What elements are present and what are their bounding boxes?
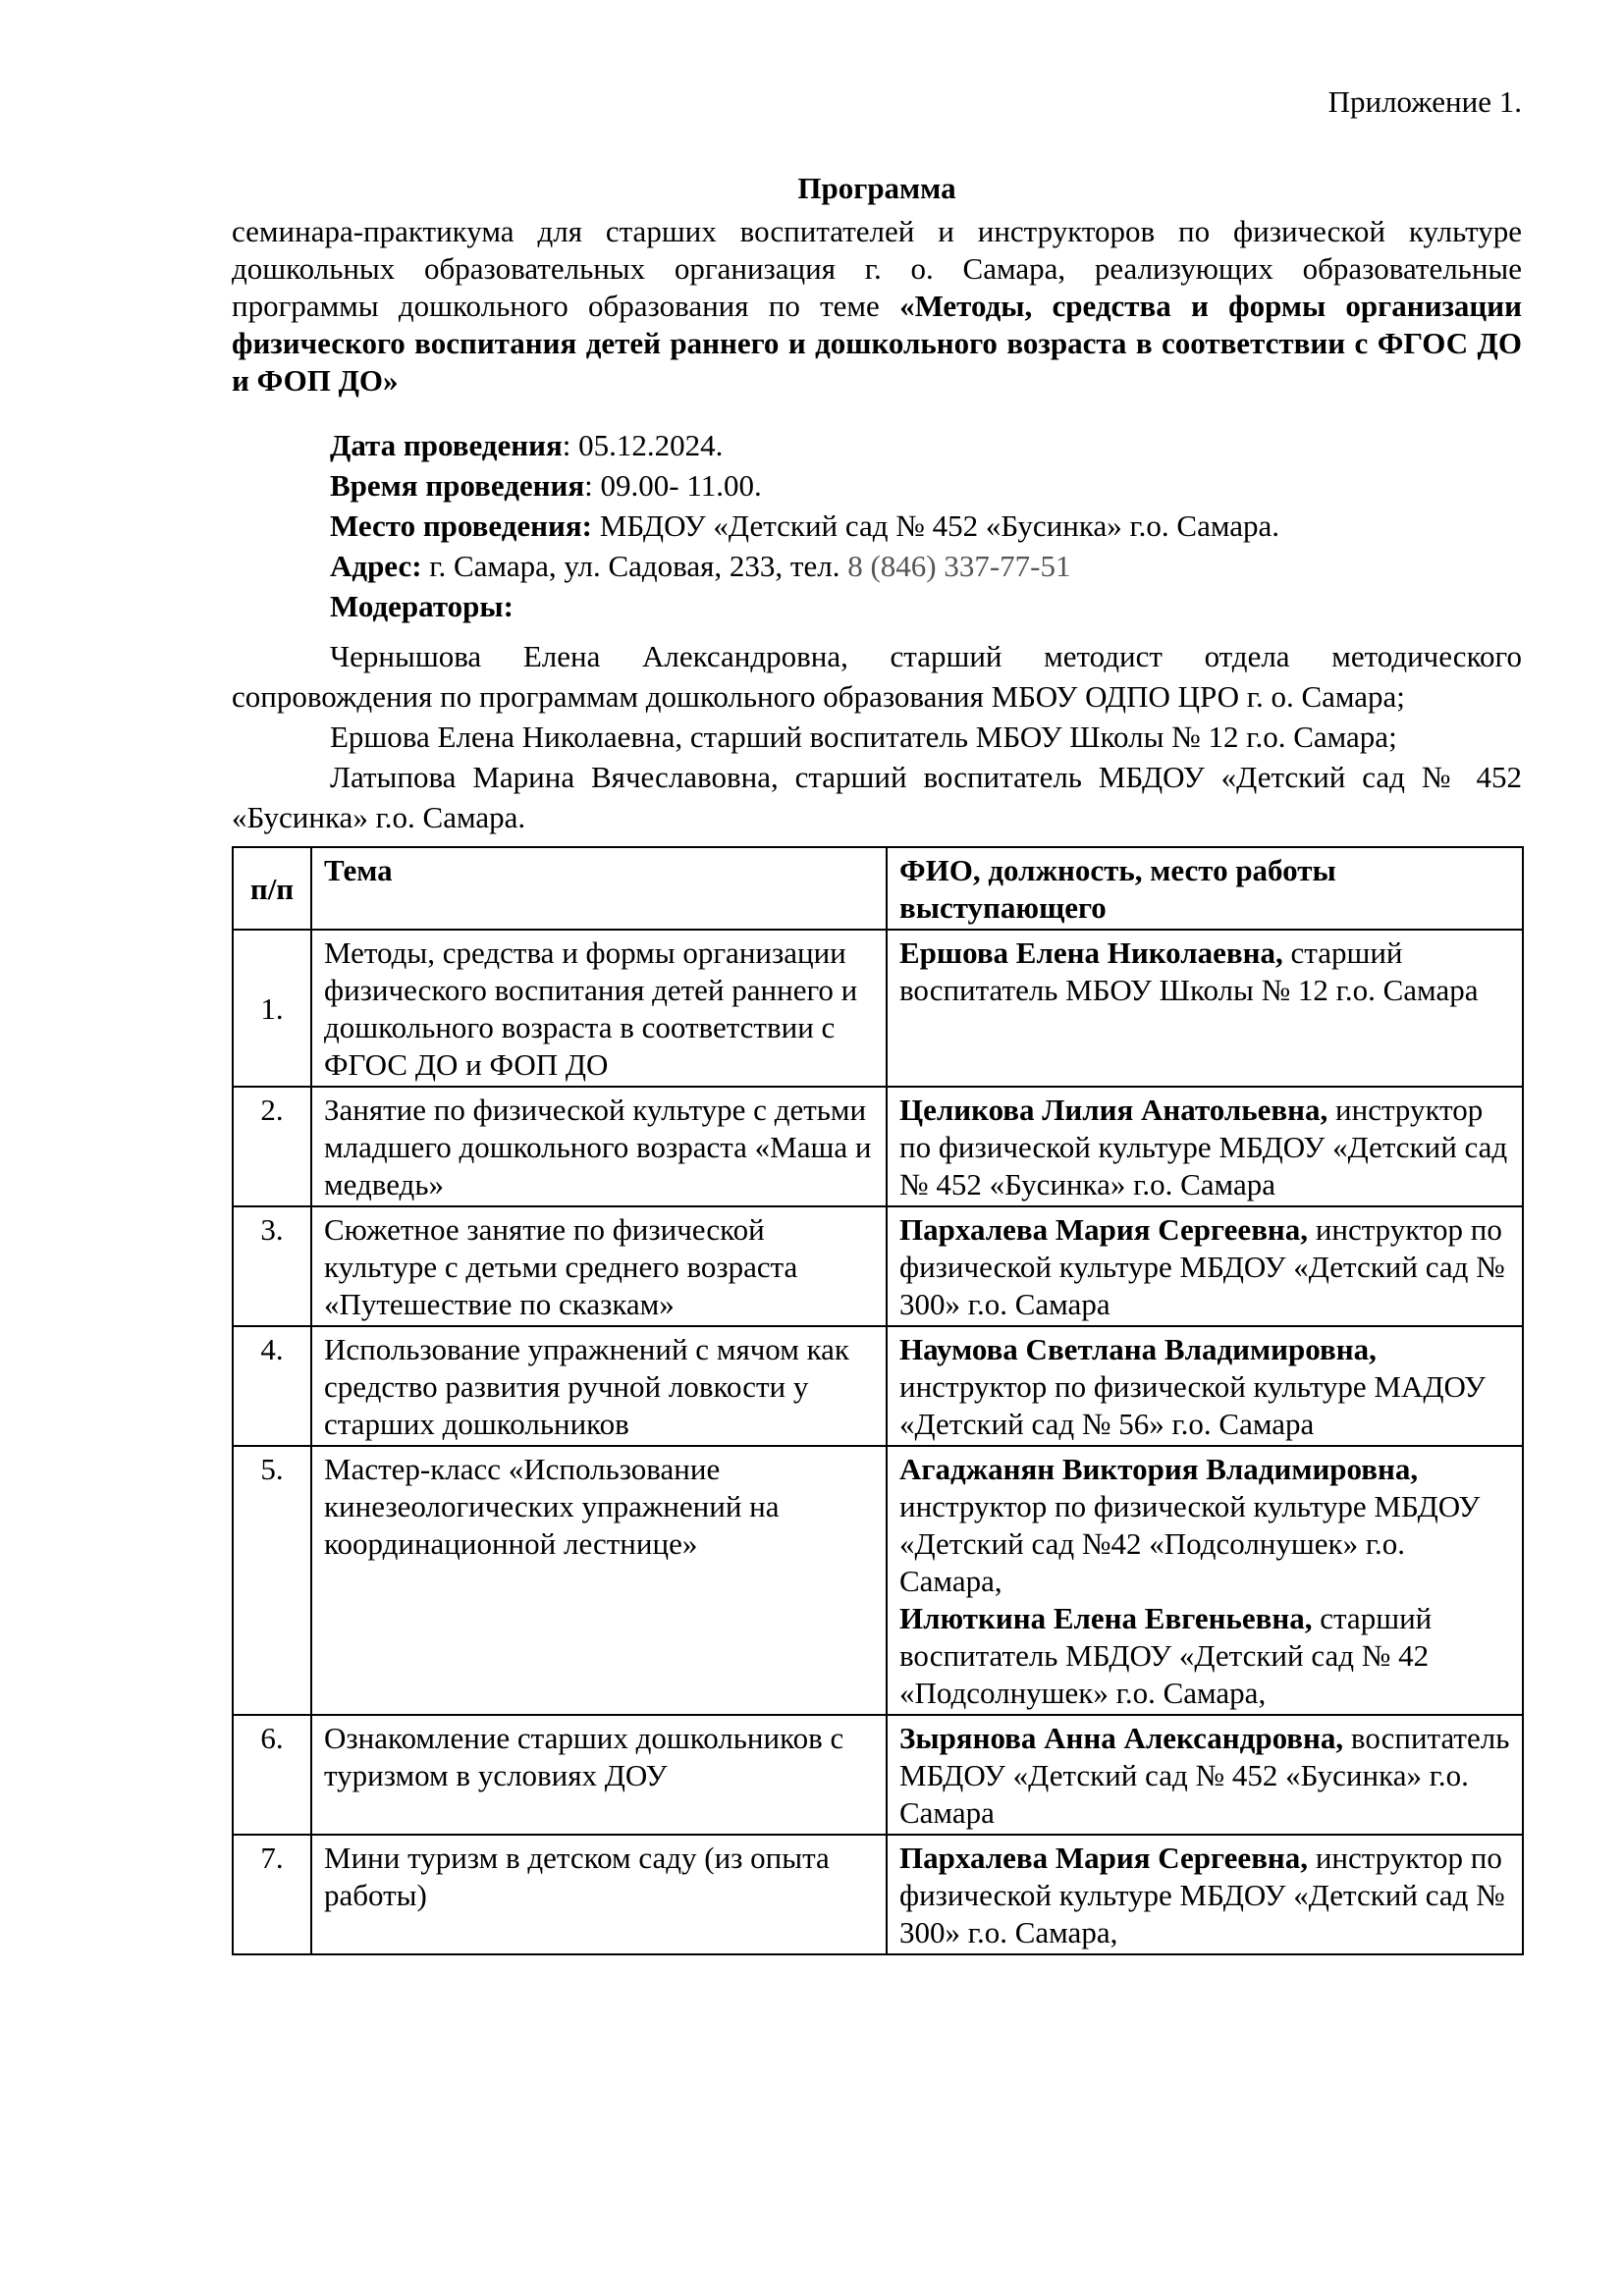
date-label: Дата проведения [330,428,563,462]
intro-text: семинара-практикума для старших воспитателей и инструкторов по физической культуре дошкольных образовательных организация г. о. Самара, реализующих образовательные программы дошкольного образования по теме [232,214,1522,323]
address-label: Адрес: [330,549,422,583]
row-num: 3. [233,1206,311,1326]
speaker-info: инструктор по физической культуре МБДОУ «Детский сад № 300» г.о. Самара, [899,1841,1505,1949]
table-row [233,1326,1523,1446]
speaker-info: воспитатель МБДОУ «Детский сад № 452 «Бусинка» г.о. Самара [899,1721,1510,1830]
row-speaker [887,1835,1523,1954]
speaker-info: старший воспитатель МБОУ Школы № 12 г.о. Самара [899,935,1479,1007]
row-speaker [887,1715,1523,1835]
speaker-name: Ершова Елена Николаевна, [899,935,1283,970]
moderator-item: Чернышова Елена Александровна, старший методист отдела методического сопровождения по программам дошкольного образования МБОУ ОДПО ЦРО г. о. Самара; [232,639,1522,714]
row-topic: Мастер-класс «Использование кинезеологических упражнений на координационной лестнице» [311,1446,887,1715]
speaker-name: Наумова Светлана Владимировна, [899,1332,1377,1366]
speaker-info: инструктор по физической культуре МБДОУ «Детский сад № 300» г.о. Самара [899,1212,1505,1321]
time-value: : 09.00- 11.00. [584,468,762,503]
address-line [232,546,1522,586]
time-label: Время проведения [330,468,585,503]
speaker-name: Илюткина Елена Евгеньевна, [899,1601,1313,1635]
row-num: 6. [233,1715,311,1835]
row-speaker [887,1446,1523,1715]
program-table [232,846,1524,1955]
appendix-label: Приложение 1. [1327,84,1522,119]
address-value: г. Самара, ул. Садовая, 233, тел. [421,549,848,583]
speaker-name: Целикова Лилия Анатольевна, [899,1093,1328,1127]
row-speaker [887,1206,1523,1326]
speaker-name: Зырянова Анна Александровна, [899,1721,1344,1755]
row-speaker [887,1326,1523,1446]
row-num: 4. [233,1326,311,1446]
intro-topic: «Методы, средства и формы организации физического воспитания детей раннего и дошкольного возраста в соответствии с ФГОС ДО и ФОП ДО» [232,289,1522,398]
row-topic: Ознакомление старших дошкольников с туризмом в условиях ДОУ [311,1715,887,1835]
row-speaker [887,1087,1523,1206]
row-speaker [887,930,1523,1087]
speaker-name: Пархалева Мария Сергеевна, [899,1212,1309,1247]
row-topic: Использование упражнений с мячом как средство развития ручной ловкости у старших дошкольников [311,1326,887,1446]
speaker-info: старший воспитатель МБДОУ «Детский сад № 42 «Подсолнушек» г.о. Самара, [899,1601,1433,1710]
header-topic: Тема [311,847,887,930]
moderators-list [232,636,1522,837]
speaker-name: Агаджанян Виктория Владимировна, [899,1452,1419,1486]
moderator-item: Латыпова Марина Вячеславовна, старший воспитатель МБДОУ «Детский сад № 452 «Бусинка» г.о. Самара. [232,760,1522,834]
row-num: 1. [233,930,311,1087]
row-num: 2. [233,1087,311,1206]
row-topic: Сюжетное занятие по физической культуре с детьми среднего возраста «Путешествие по сказкам» [311,1206,887,1326]
table-row [233,930,1523,1087]
row-topic: Занятие по физической культуре с детьми младшего дошкольного возраста «Маша и медведь» [311,1087,887,1206]
speaker-info: инструктор по физической культуре МБДОУ «Детский сад №42 «Подсолнушек» г.о. Самара, [899,1489,1481,1598]
table-row [233,1446,1523,1715]
speaker-info: инструктор по физической культуре МАДОУ «Детский сад № 56» г.о. Самара [899,1369,1487,1441]
date-value: : 05.12.2024. [562,428,724,462]
table-row [233,1087,1523,1206]
intro-paragraph [232,213,1522,400]
moderator-item: Ершова Елена Николаевна, старший воспитатель МБОУ Школы № 12 г.о. Самара; [330,720,1397,754]
phone-number: 8 (846) 337-77-51 [847,549,1071,583]
time-line [232,465,1522,506]
row-num: 7. [233,1835,311,1954]
row-topic: Мини туризм в детском саду (из опыта работы) [311,1835,887,1954]
date-line [232,425,1522,465]
table-row [233,1206,1523,1326]
table-row [233,1715,1523,1835]
place-line [232,506,1522,546]
table-header-row [233,847,1523,930]
moderators-line [232,586,1522,626]
moderators-label: Модераторы: [330,589,514,623]
row-num: 5. [233,1446,311,1715]
header-speaker: ФИО, должность, место работы выступающего [887,847,1523,930]
table-row [233,1835,1523,1954]
speaker-name: Пархалева Мария Сергеевна, [899,1841,1309,1875]
speaker-info: инструктор по физической культуре МБДОУ «Детский сад № 452 «Бусинка» г.о. Самара [899,1093,1508,1201]
row-topic: Методы, средства и формы организации физического воспитания детей раннего и дошкольного возраста в соответствии с ФГОС ДО и ФОП ДО [311,930,887,1087]
place-value: МБДОУ «Детский сад № 452 «Бусинка» г.о. Самара. [592,508,1280,543]
header-num: п/п [233,847,311,930]
event-info [232,425,1522,626]
program-title: Программа [797,171,956,205]
place-label: Место проведения: [330,508,592,543]
